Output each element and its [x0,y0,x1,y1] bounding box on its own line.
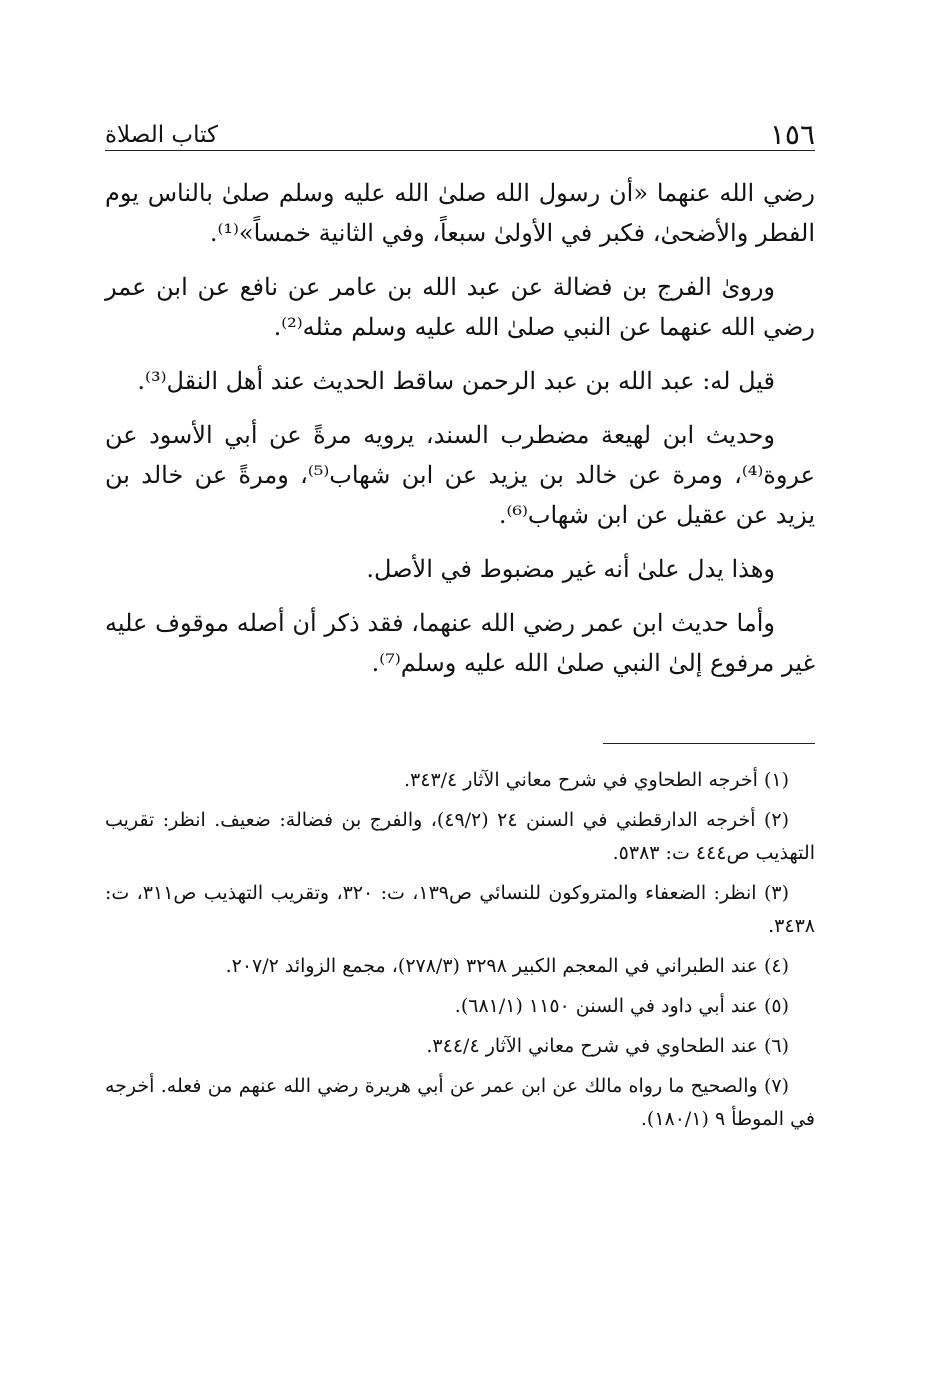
footnote-separator [105,743,815,744]
page-number: ١٥٦ [769,118,815,151]
paragraph: وأما حديث ابن عمر رضي الله عنهما، فقد ذكر أن أصله موقوف عليه غير مرفوع إلىٰ النبي صلىٰ الله عليه وسلم⁽⁷⁾. [105,609,815,677]
paragraph: رضي الله عنهما «أن رسول الله صلىٰ الله عليه وسلم صلىٰ بالناس يوم الفطر والأضحىٰ، فكبر في الأولىٰ سبعاً، وفي الثانية خمساً»⁽¹⁾. [105,179,815,247]
page-header [105,112,815,151]
paragraph: وحديث ابن لهيعة مضطرب السند، يرويه مرةً عن أبي الأسود عن عروة⁽⁴⁾، ومرة عن خالد بن يزيد عن ابن شهاب⁽⁵⁾، ومرةً عن خالد بن يزيد عن عقيل عن ابن شهاب⁽⁶⁾. [105,421,815,529]
footnote: (٣) انظر: الضعفاء والمتروكون للنسائي ص١٣٩، ت: ٣٢٠، وتقريب التهذيب ص٣١١، ت: ٣٤٣٨. [105,882,815,937]
paragraph: قيل له: عبد الله بن عبد الرحمن ساقط الحديث عند أهل النقل⁽³⁾. [137,367,775,395]
footnote: (١) أخرجه الطحاوي في شرح معاني الآثار ٣٤٣/٤. [403,769,789,791]
footnote: (٦) عند الطحاوي في شرح معاني الآثار ٣٤٤/٤. [426,1035,789,1057]
paragraph: ورویٰ الفرج بن فضالة عن عبد الله بن عامر عن نافع عن ابن عمر رضي الله عنهما عن النبي صلىٰ الله عليه وسلم مثله⁽²⁾. [105,273,815,341]
footnote: (٥) عند أبي داود في السنن ١١٥٠ (٦٨١/١). [454,995,789,1017]
main-text [105,173,815,683]
running-title: كتاب الصلاة [105,122,218,148]
footnote: (٤) عند الطبراني في المعجم الكبير ٣٢٩٨ (٢٧٨/٣)، مجمع الزوائد ٢٠٧/٢. [225,955,789,977]
footnotes [105,764,815,1136]
footnote: (٧) والصحيح ما رواه مالك عن ابن عمر عن أبي هريرة رضي الله عنهم من فعله. أخرجه في الموطأ ٩ (١٨٠/١). [105,1075,815,1130]
paragraph: وهذا يدل علىٰ أنه غير مضبوط في الأصل. [366,555,775,583]
footnote: (٢) أخرجه الدارقطني في السنن ٢٤ (٤٩/٢)، والفرج بن فضالة: ضعيف. انظر: تقريب التهذيب ص٤٤٤ ت: ٥٣٨٣. [105,809,815,864]
book-page [105,112,815,1143]
